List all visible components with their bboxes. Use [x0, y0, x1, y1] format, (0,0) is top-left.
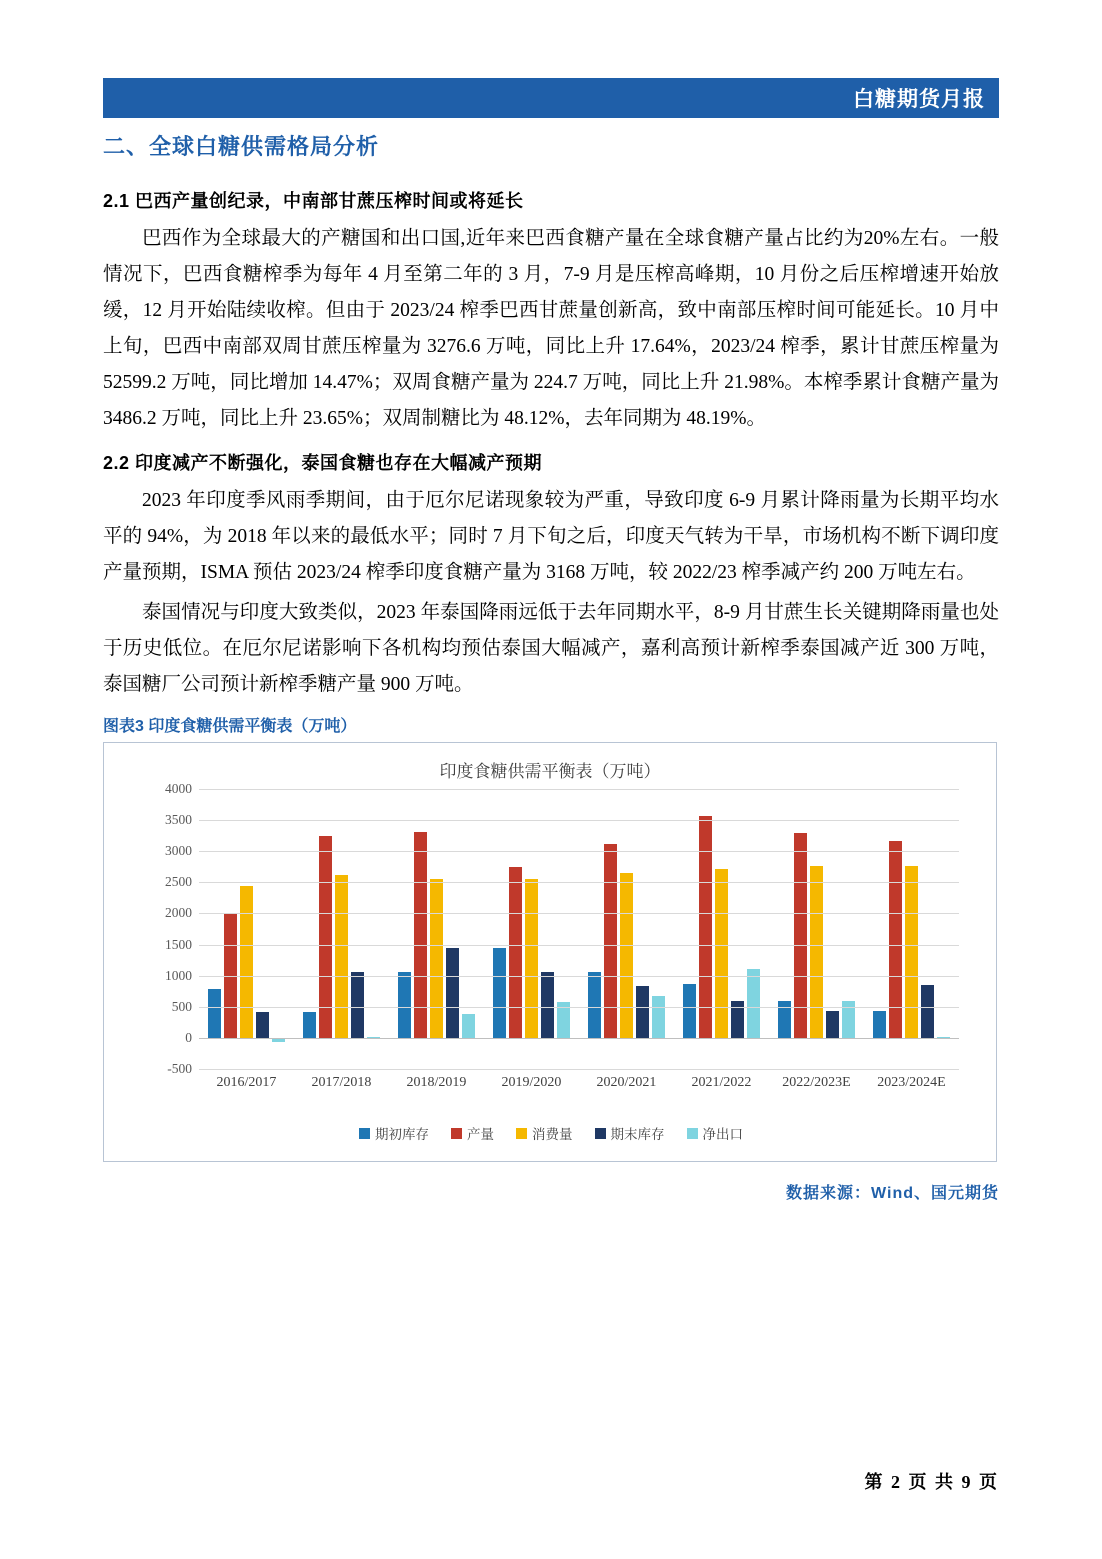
chart-bar [747, 969, 760, 1038]
chart-y-tick: -500 [167, 1061, 192, 1076]
chart-bar-group [389, 789, 484, 1069]
chart-legend-swatch [595, 1128, 606, 1139]
chart-x-tick: 2022/2023E [782, 1075, 851, 1090]
chart-y-axis [134, 781, 192, 1076]
chart-legend-swatch [516, 1128, 527, 1139]
header-title: 白糖期货月报 [853, 88, 985, 111]
chart-x-tick: 2023/2024E [877, 1075, 946, 1090]
chart-gridline [199, 851, 959, 852]
chart-bar-group [769, 789, 864, 1069]
chart-bar [446, 948, 459, 1038]
chart-bar [588, 972, 601, 1038]
chart-legend-item [451, 1123, 494, 1143]
chart-bar-group [579, 789, 674, 1069]
page-header [103, 78, 999, 118]
chart-bar [620, 873, 633, 1038]
subsection-2-1-title: 2.1 巴西产量创纪录，中南部甘蔗压榨时间或将延长 [103, 191, 524, 211]
chart-y-tick: 1500 [165, 936, 192, 952]
chart-gridline [199, 976, 959, 977]
chart-legend-label: 净出口 [702, 1127, 743, 1142]
chart-gridline [199, 789, 959, 790]
chart-legend-swatch [359, 1128, 370, 1139]
chart-x-tick: 2017/2018 [311, 1075, 372, 1090]
chart-bar-group [674, 789, 769, 1069]
chart-bar [826, 1011, 839, 1038]
chart-y-tick: 4000 [165, 781, 192, 796]
chart-y-tick: 3500 [165, 812, 192, 828]
chart-x-tick: 2021/2022 [691, 1075, 752, 1090]
chart-bar [335, 875, 348, 1038]
chart-y-tick: 2500 [165, 874, 192, 890]
subsection-2-2-title: 2.2 印度减产不断强化，泰国食糖也存在大幅减产预期 [103, 453, 543, 473]
chart-bar [810, 866, 823, 1038]
chart-gridline [199, 820, 959, 821]
subsection-2-2-paragraph-2: 泰国情况与印度大致类似，2023 年泰国降雨远低于去年同期水平，8-9 月甘蔗生长关键期降雨量也处于历史低位。在厄尔尼诺影响下各机构均预估泰国大幅减产，嘉利高预计新榨季泰国减产近 300 万吨，泰国糖厂公司预计新榨季糖产量 900 万吨。 [103, 602, 999, 695]
chart-legend-item [595, 1123, 665, 1143]
chart-bar [921, 985, 934, 1038]
chart-bar [636, 986, 649, 1038]
chart-bar [541, 972, 554, 1038]
chart-bar [462, 1014, 475, 1038]
page-footer: 第 2 页 共 9 页 [864, 1472, 999, 1492]
chart-x-tick: 2016/2017 [216, 1075, 277, 1090]
chart-bar [493, 948, 506, 1038]
chart-legend-label: 消费量 [532, 1127, 573, 1142]
subsection-2-2-paragraph-1: 2023 年印度季风雨季期间，由于厄尔尼诺现象较为严重，导致印度 6-9 月累计降雨量为长期平均水平的 94%，为 2018 年以来的最低水平；同时 7 月下旬之后，印度天气转为干旱，市场机构不断下调印度产量预期，ISMA 预估 2023/24 榨季印度食糖产量为 3168 万吨，较 2022/23 榨季减产约 200 万吨左右。 [103, 490, 999, 583]
chart-bar [303, 1012, 316, 1038]
chart-bar-group [294, 789, 389, 1069]
data-source: 数据来源：Wind、国元期货 [786, 1185, 999, 1202]
chart-title: 印度食糖供需平衡表（万吨） [439, 762, 661, 781]
section-title: 二、全球白糖供需格局分析 [103, 134, 380, 159]
chart-plot-wrapper [104, 781, 998, 1107]
chart-plot-area [199, 789, 959, 1069]
subsection-2-1-paragraph-1: 巴西作为全球最大的产糖国和出口国,近年来巴西食糖产量在全球食糖产量占比约为20%左右。一般情况下，巴西食糖榨季为每年 4 月至第二年的 3 月，7-9 月是压榨高峰期，10 月份之后压榨增速开始放缓，12 月开始陆续收榨。但由于 2023/24 榨季巴西甘蔗量创新高，致中南部压榨时间可能延长。10 月中上旬，巴西中南部双周甘蔗压榨量为 3276.6 万吨，同比上升 17.64%，2023/24 榨季，累计甘蔗压榨量为 52599.2 万吨，同比增加 14.47%；双周食糖产量为 224.7 万吨，同比上升 21.98%。本榨季累计食糖产量为 3486.2 万吨，同比上升 23.65%；双周制糖比为 48.12%，去年同期为 48.19%。 [103, 228, 999, 429]
chart-legend-label: 期初库存 [375, 1127, 429, 1142]
chart-bar [525, 879, 538, 1038]
chart-bar [351, 972, 364, 1038]
chart-y-tick: 500 [171, 998, 192, 1014]
chart-bar [604, 844, 617, 1038]
chart-bar [430, 879, 443, 1038]
chart-y-tick: 3000 [165, 843, 192, 859]
chart-container [103, 742, 997, 1162]
chart-x-axis [199, 1075, 959, 1091]
chart-legend-label: 期末库存 [610, 1127, 665, 1142]
chart-gridline [199, 945, 959, 946]
chart-legend-swatch [451, 1128, 462, 1139]
chart-bar [240, 886, 253, 1038]
chart-gridline [199, 1038, 959, 1039]
chart-legend [104, 1123, 998, 1143]
chart-gridline [199, 1007, 959, 1008]
chart-bar-group [199, 789, 294, 1069]
chart-bar [509, 867, 522, 1038]
chart-legend-item [516, 1123, 573, 1143]
chart-legend-label: 产量 [467, 1127, 494, 1142]
chart-bar-group [864, 789, 959, 1069]
chart-gridline [199, 882, 959, 883]
chart-y-tick: 0 [185, 1029, 192, 1045]
chart-bar [873, 1011, 886, 1038]
chart-legend-item [687, 1123, 744, 1143]
chart-bar [715, 869, 728, 1038]
figure-caption: 图表3 印度食糖供需平衡表（万吨） [103, 718, 357, 735]
chart-legend-item [359, 1123, 429, 1143]
chart-bar [905, 866, 918, 1038]
document-content [103, 130, 999, 1203]
chart-bar [256, 1012, 269, 1038]
chart-bar-group [484, 789, 579, 1069]
chart-bar [398, 972, 411, 1038]
chart-bar [652, 996, 665, 1038]
chart-legend-swatch [687, 1128, 698, 1139]
chart-gridline [199, 1069, 959, 1070]
chart-bar [699, 816, 712, 1038]
chart-x-tick: 2018/2019 [406, 1075, 467, 1090]
chart-bar [889, 841, 902, 1038]
chart-x-tick: 2020/2021 [596, 1075, 657, 1090]
chart-x-tick: 2019/2020 [501, 1075, 562, 1090]
chart-y-tick: 2000 [165, 905, 192, 921]
chart-y-tick: 1000 [165, 967, 192, 983]
chart-gridline [199, 913, 959, 914]
chart-bar [208, 989, 221, 1038]
chart-bar [683, 984, 696, 1038]
